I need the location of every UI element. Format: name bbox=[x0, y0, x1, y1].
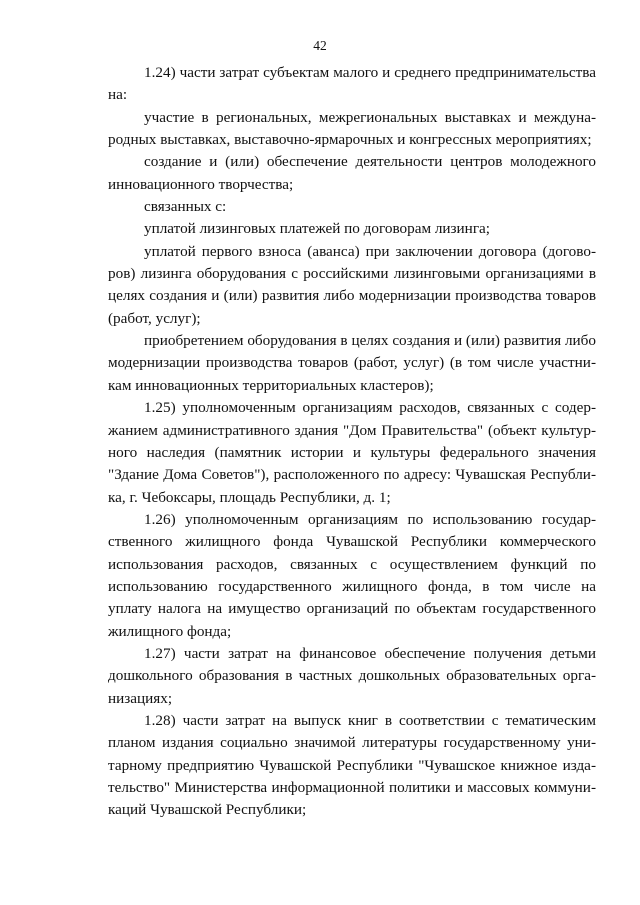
paragraph-equipment-purchase: приобретением оборудования в целях создания и (или) развития либо модернизации производства товаров (работ, услуг) (в том числе участникам инновационных территориальных кластеров); bbox=[108, 332, 596, 394]
paragraph-related-to: связанных с: bbox=[144, 198, 227, 216]
paragraph-1-24-intro: 1.24) части затрат субъектам малого и среднего предпринимательства на: bbox=[108, 64, 596, 104]
document-body bbox=[108, 62, 596, 822]
paragraph-youth-centers: создание и (или) обеспечение деятельности центров молодежного инновационного творчества; bbox=[108, 153, 596, 193]
paragraph-leasing-payments: уплатой лизинговых платежей по договорам лизинга; bbox=[144, 220, 491, 238]
paragraph-1-26: 1.26) уполномоченным организациям по использованию государственного жилищного фонда Чувашской Республики коммерческого использования расходов, связанных с осуществлением функций по использованию государственного жилищного фонда, в том числе на уплату налога на имущество организаций по объектам государственного жилищного фонда; bbox=[108, 510, 596, 640]
paragraph-first-installment: уплатой первого взноса (аванса) при заключении договора (договоров) лизинга оборудования с российскими лизинговыми организациями в целях создания и (или) развития либо модернизации производства товаров (работ, услуг); bbox=[108, 242, 596, 327]
paragraph-1-25: 1.25) уполномоченным организациям расходов, связанных с содержанием административного здания "Дом Правительства" (объект культурного наследия (памятник истории и культуры федерального значения "Здание Дома Советов"), расположенного по адресу: Чувашская Республика, г. Чебоксары, площадь Республики, д. 1; bbox=[108, 399, 596, 506]
paragraph-exhibitions: участие в региональных, межрегиональных выставках и международных выставках, выставочно-ярмарочных и конгрессных мероприятиях; bbox=[108, 108, 596, 149]
page-number: 42 bbox=[313, 38, 327, 53]
paragraph-1-27: 1.27) части затрат на финансовое обеспечение получения детьми дошкольного образования в частных дошкольных образовательных организациях; bbox=[108, 644, 596, 707]
paragraph-1-28: 1.28) части затрат на выпуск книг в соответствии с тематическим планом издания социально значимой литературы государственному унитарному предприятию Чувашской Республики "Чувашское книжное издательство" Министерства информационной политики и массовых коммуникаций Чувашской Республики; bbox=[108, 711, 596, 819]
